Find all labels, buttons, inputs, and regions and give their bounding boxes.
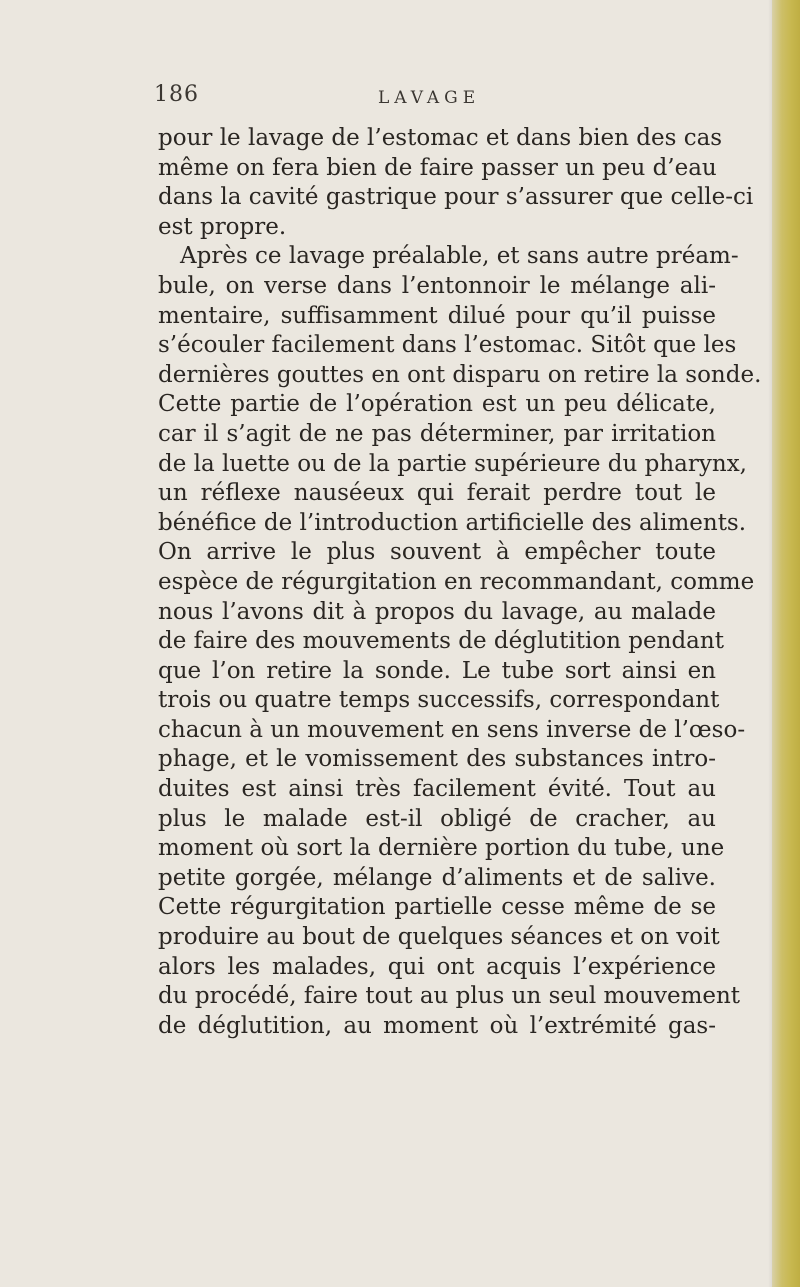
text-line: duites est ainsi très facilement évité. Tout au: [158, 776, 716, 803]
text-line: nous l’avons dit à propos du lavage, au malade: [158, 598, 716, 625]
text-line: Cette partie de l’opération est un peu délicate,: [158, 391, 716, 418]
text-line: petite gorgée, mélange d’aliments et de salive.: [158, 864, 716, 891]
page-number: 186: [154, 82, 199, 107]
text-line: chacun à un mouvement en sens inverse de l’œso-: [158, 716, 746, 743]
text-line: un réflexe nauséeux qui ferait perdre tout le: [158, 480, 716, 507]
text-line: mentaire, suffisamment dilué pour qu’il puisse: [158, 302, 716, 329]
text-line: bule, on verse dans l’entonnoir le mélange ali-: [158, 272, 716, 299]
text-line: pour le lavage de l’estomac et dans bien des cas: [158, 125, 723, 151]
text-line: dans la cavité gastrique pour s’assurer que celle-ci: [158, 184, 754, 211]
text-line: produire au bout de quelques séances et on voit: [158, 924, 720, 951]
text-line: On arrive le plus souvent à empêcher toute: [158, 539, 716, 566]
text-line: s’écouler facilement dans l’estomac. Sitôt que les: [158, 332, 737, 359]
text-line: Cette régurgitation partielle cesse même de se: [158, 894, 716, 921]
page-edge: [772, 0, 800, 1287]
text-line: phage, et le vomissement des substances intro-: [158, 746, 716, 773]
text-line: moment où sort la dernière portion du tube, une: [158, 835, 725, 862]
text-line: alors les malades, qui ont acquis l’expérience: [158, 953, 716, 980]
text-line: même on fera bien de faire passer un peu d’eau: [158, 154, 717, 181]
text-line: trois ou quatre temps successifs, correspondant: [158, 687, 720, 714]
text-line: de faire des mouvements de déglutition pendant: [158, 628, 724, 655]
text-line: plus le malade est-il obligé de cracher, au: [158, 805, 716, 832]
text-line: est propre.: [158, 213, 287, 240]
text-line: Après ce lavage préalable, et sans autre préam-: [180, 243, 739, 270]
text-line: de la luette ou de la partie supérieure du pharynx,: [158, 450, 747, 477]
text-line: bénéfice de l’introduction artificielle des aliments.: [158, 509, 747, 536]
text-line: du procédé, faire tout au plus un seul mouvement: [158, 983, 741, 1010]
running-title: LAVAGE: [378, 88, 481, 108]
text-line: que l’on retire la sonde. Le tube sort ainsi en: [158, 657, 716, 684]
text-line: dernières gouttes en ont disparu on retire la sonde.: [158, 361, 762, 388]
body-text: [158, 124, 762, 1041]
text-line: de déglutition, au moment où l’extrémité gas-: [158, 1012, 716, 1039]
text-line: car il s’agit de ne pas déterminer, par irritation: [158, 420, 716, 447]
text-line: espèce de régurgitation en recommandant, comme: [158, 568, 755, 595]
